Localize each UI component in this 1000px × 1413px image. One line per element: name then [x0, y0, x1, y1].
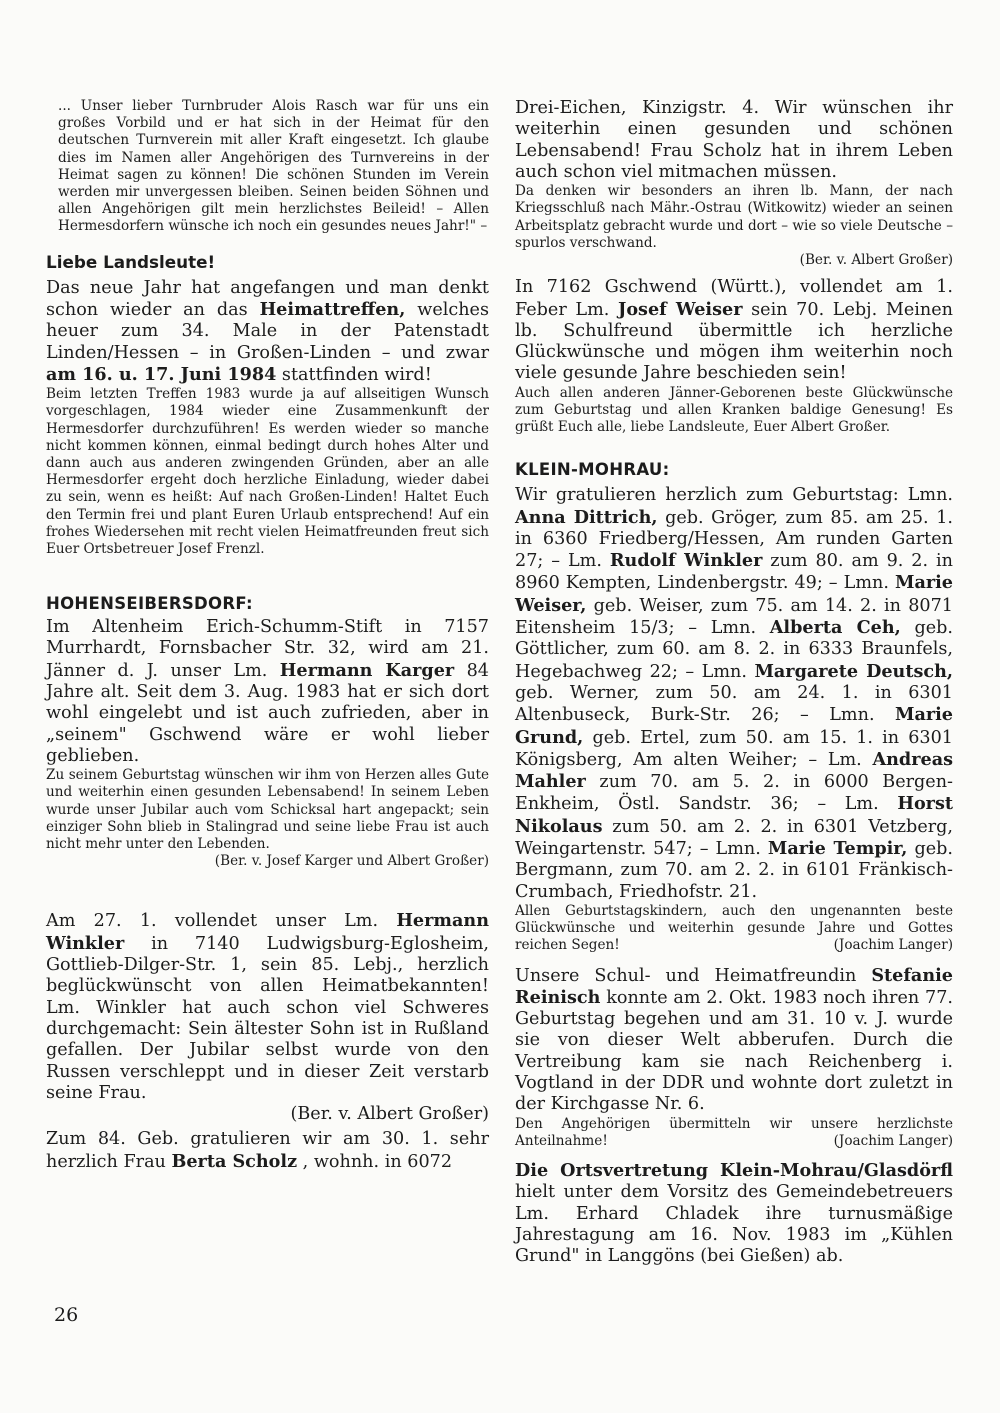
paragraph-heimattreffen	[46, 278, 489, 386]
bold-ortsvertretung: Die Ortsvertretung Klein-Mohrau/Glasdörfl	[515, 1160, 953, 1182]
credit-winkler: (Ber. v. Albert Großer)	[290, 1104, 489, 1125]
text: stattfinden wird!	[276, 364, 432, 385]
heading-hohenseibersdorf: HOHENSEIBERSDORF:	[46, 594, 253, 614]
bold-berta-scholz: Berta Scholz	[171, 1150, 298, 1172]
text: Das neue Jahr hat angefangen und man denkt schon wieder an das	[46, 277, 489, 320]
paragraph-scholz-cont: Drei-Eichen, Kinzigstr. 4. Wir wünschen ihr weiterhin einen gesunden und schönen Lebensabend! Frau Scholz hat in ihrem Leben auch schon viel mitmachen müssen.	[515, 98, 953, 182]
paragraph-scholz	[46, 1129, 489, 1173]
paragraph-jaenner-wishes: Auch allen anderen Jänner-Geborenen beste Glückwünsche zum Geburtstag und allen Kranken baldige Genesung! Es grüßt Euch alle, liebe Landsleute, Euer Albert Großer.	[515, 384, 953, 436]
paragraph-birthday-wishes	[515, 903, 953, 955]
paragraph-winkler	[46, 910, 489, 1104]
paragraph-scholz-husband: Da denken wir besonders an ihren lb. Mann, der nach Kriegsschluß nach Mähr.-Ostrau (Witkowitz) wieder an seinen Arbeitsplatz gebracht wurde und dort – wie so viele Deutsche – spurlos verschwand.	[515, 183, 953, 251]
text: In 7162 Gschwend (Württ.), vollendet am 1. Feber Lm.	[515, 277, 953, 320]
paragraph-treffen-1983: Beim letzten Treffen 1983 wurde ja auf allseitigen Wunsch vorgeschlagen, 1984 wieder eine Zusammenkunft der Hermesdorfer durchzuführen! Es werden wieder so manche nicht kommen können, einmal bedingt durch hohes Alter und dann auch aus anderen zwingenden Gründen, aber an alle Hermesdorfer ergeht doch herzliche Einladung, wieder dabei zu sein, wenn es heißt: Auf nach Großen-Linden! Haltet Euch den Termin frei und plant Euren Urlaub entsprechend! Auf ein frohes Wiedersehen mit recht vielen Heimatfreunden freut sich Euer Ortsbetreuer Josef Frenzl.	[46, 386, 489, 557]
bold-name: Marie Grund,	[515, 704, 953, 748]
text: konnte am 2. Okt. 1983 noch ihren 77. Geburtstag begehen und am 31. 10 v. J. wurde sie von dieser Welt abberufen. Durch die Vertreibung kam sie nach Reichenberg i. Vogtland in der DDR und wohnte dort zuletzt in der Kirchgasse Nr. 6.	[515, 987, 953, 1115]
paragraph-turnverein: ... Unser lieber Turnbruder Alois Rasch war für uns ein großes Vorbild und er hat sich in der Heimat für den deutschen Turnverein mit aller Kraft eingesetzt. Ich glaube dies im Namen aller Angehörigen des Turnvereins in der Heimat sagen zu können! Die schönen Stunden im Verein werden mir unvergessen bleiben. Seinen beiden Söhnen und allen Angehörigen gilt mein herzlichstes Beileid! – Allen Hermesdorfern wünsche ich noch ein gesundes neues Jahr!" –	[58, 98, 489, 235]
bold-stefanie-reinisch: Stefanie Reinisch	[515, 964, 953, 1008]
text: sein 70. Lebj. Meinen lb. Schulfreund übermittle ich herzliche Glückwünsche und mögen ihm weiterhin noch viele gesunde Jahre beschieden sein!	[515, 299, 953, 384]
text: geb. Gröger, zum 85. am 25. 1. in 6360 Friedberg/Hessen, Am runden Garten 27; – Lm.	[515, 507, 953, 572]
bold-josef-weiser: Josef Weiser	[618, 298, 743, 320]
text: welches heuer zum 34. Male in der Patenstadt Linden/Hessen – in Großen-Linden – und zwar	[46, 299, 489, 363]
text: zum 50. am 2. 2. in 6301 Vetzberg, Weingartenstr. 547; – Lmn.	[515, 816, 953, 860]
text: geb. Göttlicher, zum 60. am 8. 2. in 6333 Braunfels, Hegebachweg 22; – Lmn.	[515, 618, 953, 682]
paragraph-birthdays	[515, 485, 953, 903]
paragraph-karger	[46, 617, 489, 767]
text: Im Altenheim Erich-Schumm-Stift in 7157 Murrhardt, Fornsbacher Str. 32, wird am 21. Jänner d. J. unser Lm.	[46, 617, 489, 681]
text: Den Angehörigen übermitteln wir unsere herzlichste Anteilnahme!	[515, 1115, 953, 1149]
bold-hermann-karger: Hermann Karger	[279, 659, 455, 681]
text: zum 80. am 9. 2. in 8960 Kempten, Lindenbergstr. 49; – Lmn.	[515, 551, 953, 594]
text: Allen Geburtstagskindern, auch den ungenannten beste Glückwünsche und weiterhin gesunde Jahre und Gottes reichen Segen!	[515, 902, 953, 954]
heading-klein-mohrau: KLEIN-MOHRAU:	[515, 460, 670, 480]
text: Unsere Schul- und Heimatfreundin	[515, 965, 872, 986]
text: Wir gratulieren herzlich zum Geburtstag: Lmn.	[515, 485, 953, 506]
credit-scholz: (Ber. v. Albert Großer)	[799, 252, 953, 268]
paragraph-ortsvertretung	[515, 1160, 953, 1267]
bold-name: Anna Dittrich,	[515, 506, 658, 528]
text: zum 70. am 5. 2. in 6000 Bergen-Enkheim, Östl. Sandstr. 36; – Lm.	[515, 772, 953, 815]
text: geb. Werner, zum 50. am 24. 1. in 6301 Altenbuseck, Burk-Str. 26; – Lmn.	[515, 682, 953, 726]
bold-date: am 16. u. 17. Juni 1984	[46, 363, 277, 385]
text: hielt unter dem Vorsitz des Gemeindebetreuers Lm. Erhard Chladek ihre turnusmäßige Jahrestagung am 16. Nov. 1983 im „Kühlen Grund" in Langgöns (bei Gießen) ab.	[515, 1182, 953, 1267]
text: in 7140 Ludwigsburg-Eglosheim, Gottlieb-Dilger-Str. 1, sein 85. Lebj., herzlich beglückwünscht von allen Heimatbekannten! Lm. Winkler hat auch schon viel Schweres durchgemacht: Sein ältester Sohn ist in Rußland gefallen. Der Jubilar selbst wurde von den Russen verschleppt und in dieser Zeit verstarb seine Frau.	[46, 933, 489, 1103]
paragraph-weiser	[515, 277, 953, 384]
credit-karger: (Ber. v. Josef Karger und Albert Großer)	[214, 853, 489, 870]
bold-name: Margarete Deutsch,	[754, 660, 953, 682]
bold-name: Marie Weiser,	[515, 572, 953, 616]
heading-liebe-landsleute: Liebe Landsleute!	[46, 251, 216, 272]
text: Am 27. 1. vollendet unser Lm.	[46, 911, 397, 932]
text: geb. Bergmann, zum 70. am 2. 2. in 6101 Fränkisch-Crumbach, Friedhofstr. 21.	[515, 839, 953, 902]
page-number: 26	[54, 1304, 79, 1326]
text: geb. Weiser, zum 75. am 14. 2. in 8071 Eitensheim 15/3; – Lmn.	[515, 595, 953, 639]
left-column	[46, 98, 489, 1173]
bold-name: Horst Nikolaus	[515, 793, 953, 837]
bold-hermann-winkler: Hermann Winkler	[46, 910, 489, 954]
bold-name: Alberta Ceh,	[769, 617, 901, 639]
text: Zum 84. Geb. gratulieren wir am 30. 1. sehr herzlich Frau	[46, 1129, 489, 1172]
credit-langer-2: (Joachim Langer)	[833, 1132, 953, 1149]
credit-langer: (Joachim Langer)	[833, 937, 953, 954]
bold-name: Marie Tempir,	[767, 838, 908, 860]
paragraph-reinisch	[515, 965, 953, 1116]
text: , wohnh. in 6072	[297, 1151, 453, 1172]
paragraph-condolence	[515, 1116, 953, 1150]
bold-name: Rudolf Winkler	[609, 550, 763, 572]
bold-heimattreffen: Heimattreffen,	[259, 298, 406, 320]
paragraph-karger-wishes: Zu seinem Geburtstag wünschen wir ihm von Herzen alles Gute und weiterhin einen gesunden Lebensabend! In seinem Leben wurde unser Jubilar auch vom Schicksal hart angepackt; sein einziger Sohn blieb in Stalingrad und seine liebe Frau ist auch nicht mehr unter den Lebenden.	[46, 767, 489, 853]
text: geb. Ertel, zum 50. am 15. 1. in 6301 Königsberg, Am alten Weiher; – Lm.	[515, 727, 953, 770]
bold-name: Andreas Mahler	[515, 748, 953, 793]
text: 84 Jahre alt. Seit dem 3. Aug. 1983 hat er sich dort wohl eingelebt und ist auch zufrieden, aber in „seinem" Gschwend wäre er wohl lieber geblieben.	[46, 660, 489, 766]
right-column	[515, 98, 953, 1268]
